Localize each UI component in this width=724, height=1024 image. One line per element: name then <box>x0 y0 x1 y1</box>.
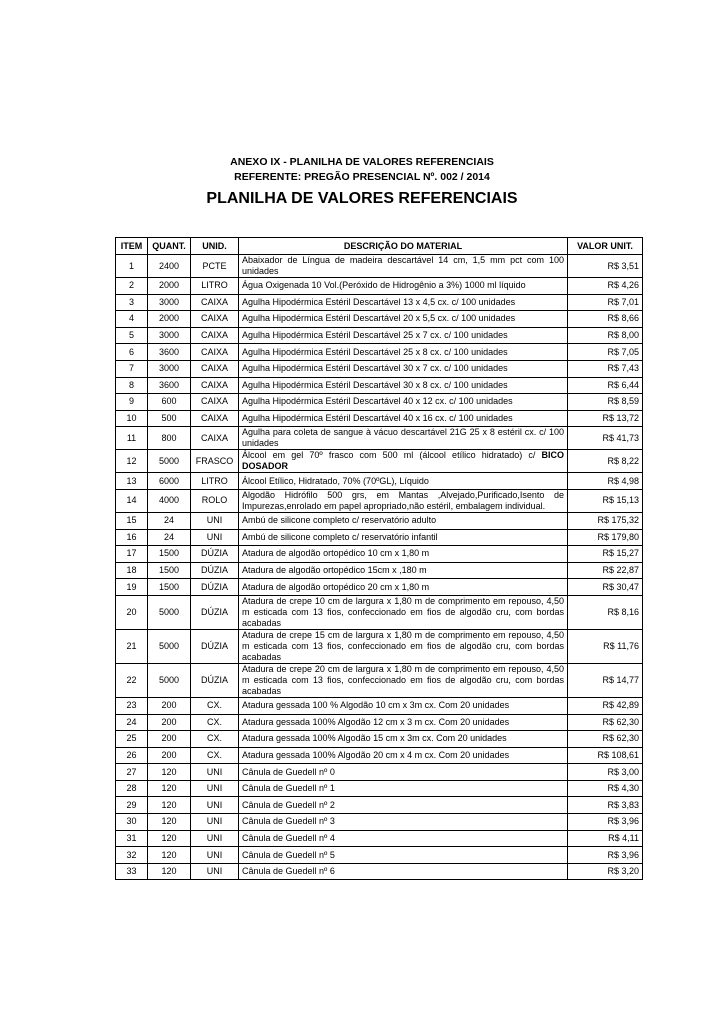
description-text: Agulha Hipodérmica Estéril Descartável 30 x 8 cx. c/ 100 unidades <box>242 379 508 390</box>
reference-line: REFERENTE: PREGÃO PRESENCIAL Nº. 002 / 2014 <box>234 171 490 183</box>
quantity-cell: 3600 <box>148 344 191 361</box>
unit-cell: CX. <box>191 714 239 731</box>
item-number-cell: 22 <box>116 663 148 697</box>
table-row <box>116 294 643 311</box>
description-cell <box>239 489 568 512</box>
reference-values-table <box>115 237 643 880</box>
unit-cell: ROLO <box>191 489 239 512</box>
unit-value-cell: R$ 3,83 <box>568 797 643 814</box>
item-number-cell: 17 <box>116 546 148 563</box>
description-text: Cânula de Guedell nº 4 <box>242 832 335 843</box>
description-cell <box>239 863 568 880</box>
unit-cell: CAIXA <box>191 360 239 377</box>
description-bold-text: BICO DOSADOR <box>242 450 564 472</box>
table-row <box>116 410 643 427</box>
description-cell <box>239 311 568 328</box>
description-text: Agulha para coleta de sangue à vácuo descartável 21G 25 x 8 estéril cx. c/ 100 unidades <box>242 427 564 449</box>
unit-value-cell: R$ 3,20 <box>568 863 643 880</box>
item-number-cell: 16 <box>116 529 148 546</box>
table-row <box>116 278 643 295</box>
unit-value-cell: R$ 13,72 <box>568 410 643 427</box>
description-text: Agulha Hipodérmica Estéril Descartável 40 x 16 cx. c/ 100 unidades <box>242 413 513 424</box>
quantity-cell: 120 <box>148 830 191 847</box>
table-row <box>116 714 643 731</box>
table-row <box>116 327 643 344</box>
unit-value-cell: R$ 14,77 <box>568 663 643 697</box>
quantity-cell: 1500 <box>148 562 191 579</box>
unit-value-cell: R$ 4,26 <box>568 278 643 295</box>
table-body <box>116 255 643 880</box>
item-number-cell: 20 <box>116 595 148 629</box>
item-number-cell: 10 <box>116 410 148 427</box>
unit-value-cell: R$ 22,87 <box>568 562 643 579</box>
quantity-cell: 5000 <box>148 663 191 697</box>
unit-cell: CAIXA <box>191 311 239 328</box>
description-cell <box>239 427 568 450</box>
description-text: Atadura de algodão ortopédico 10 cm x 1,80 m <box>242 548 430 559</box>
description-cell <box>239 546 568 563</box>
quantity-cell: 2000 <box>148 311 191 328</box>
item-number-cell: 14 <box>116 489 148 512</box>
description-text: Atadura gessada 100% Algodão 12 cm x 3 m cx. Com 20 unidades <box>242 716 510 727</box>
item-number-cell: 29 <box>116 797 148 814</box>
quantity-cell: 5000 <box>148 595 191 629</box>
description-text: Álcool em gel 70º frasco com 500 ml (álcool etílico hidratado) c/ <box>242 450 542 461</box>
table-row <box>116 255 643 278</box>
item-number-cell: 18 <box>116 562 148 579</box>
unit-value-cell: R$ 8,00 <box>568 327 643 344</box>
table-row <box>116 747 643 764</box>
description-cell <box>239 410 568 427</box>
item-number-cell: 33 <box>116 863 148 880</box>
description-cell <box>239 562 568 579</box>
annex-title: ANEXO IX - PLANILHA DE VALORES REFERENCIAIS <box>230 156 494 168</box>
table-row <box>116 731 643 748</box>
description-cell <box>239 797 568 814</box>
description-cell <box>239 764 568 781</box>
description-text: Agulha Hipodérmica Estéril Descartável 20 x 5,5 cx. c/ 100 unidades <box>242 313 516 324</box>
description-text: Atadura de crepe 20 cm de largura x 1,80 m de comprimento em repouso, 4,50 m esticada com 13 fios, confeccionado em fios de algodão cru, com bordas acabadas <box>242 663 564 696</box>
quantity-cell: 120 <box>148 780 191 797</box>
item-number-cell: 19 <box>116 579 148 596</box>
description-text: Cânula de Guedell nº 5 <box>242 849 335 860</box>
unit-value-cell: R$ 3,96 <box>568 814 643 831</box>
unit-cell: DÚZIA <box>191 546 239 563</box>
unit-value-cell: R$ 7,43 <box>568 360 643 377</box>
table-row <box>116 394 643 411</box>
column-header-description: DESCRIÇÃO DO MATERIAL <box>239 238 568 255</box>
unit-value-cell: R$ 62,30 <box>568 714 643 731</box>
description-cell <box>239 847 568 864</box>
quantity-cell: 120 <box>148 797 191 814</box>
description-cell <box>239 377 568 394</box>
unit-value-cell: R$ 8,16 <box>568 595 643 629</box>
description-cell <box>239 529 568 546</box>
item-number-cell: 28 <box>116 780 148 797</box>
unit-cell: DÚZIA <box>191 629 239 663</box>
item-number-cell: 9 <box>116 394 148 411</box>
description-text: Atadura gessada 100 % Algodão 10 cm x 3m cx. Com 20 unidades <box>242 700 510 711</box>
item-number-cell: 25 <box>116 731 148 748</box>
item-number-cell: 8 <box>116 377 148 394</box>
description-text: Atadura de crepe 15 cm de largura x 1,80 m de comprimento em repouso, 4,50 m esticada com 13 fios, confeccionado em fios de algodão cru, com bordas acabadas <box>242 629 564 662</box>
table-row <box>116 629 643 663</box>
table-row <box>116 830 643 847</box>
table-row <box>116 764 643 781</box>
description-text: Cânula de Guedell nº 2 <box>242 799 335 810</box>
quantity-cell: 500 <box>148 410 191 427</box>
item-number-cell: 15 <box>116 512 148 529</box>
unit-cell: UNI <box>191 814 239 831</box>
column-header-unit: UNID. <box>191 238 239 255</box>
unit-cell: UNI <box>191 847 239 864</box>
description-cell <box>239 327 568 344</box>
quantity-cell: 120 <box>148 847 191 864</box>
description-cell <box>239 731 568 748</box>
unit-cell: FRASCO <box>191 450 239 473</box>
unit-value-cell: R$ 6,44 <box>568 377 643 394</box>
item-number-cell: 27 <box>116 764 148 781</box>
description-text: Agulha Hipodérmica Estéril Descartável 30 x 7 cx. c/ 100 unidades <box>242 363 508 374</box>
table-row <box>116 579 643 596</box>
unit-cell: CX. <box>191 697 239 714</box>
unit-cell: CAIXA <box>191 427 239 450</box>
quantity-cell: 600 <box>148 394 191 411</box>
item-number-cell: 21 <box>116 629 148 663</box>
table-row <box>116 450 643 473</box>
quantity-cell: 5000 <box>148 629 191 663</box>
unit-cell: UNI <box>191 863 239 880</box>
unit-cell: LITRO <box>191 278 239 295</box>
table-row <box>116 473 643 490</box>
unit-value-cell: R$ 41,73 <box>568 427 643 450</box>
table-row <box>116 427 643 450</box>
description-text: Cânula de Guedell nº 1 <box>242 783 335 794</box>
unit-value-cell: R$ 11,76 <box>568 629 643 663</box>
description-cell <box>239 714 568 731</box>
unit-cell: UNI <box>191 830 239 847</box>
description-text: Algodão Hidrófilo 500 grs, em Mantas ,Alvejado,Purificado,Isento de Impurezas,enrolado em papel apropriado,não estéril, embalagem individual. <box>242 489 564 511</box>
item-number-cell: 30 <box>116 814 148 831</box>
description-text: Ambú de silicone completo c/ reservatório adulto <box>242 515 437 526</box>
description-cell <box>239 579 568 596</box>
table-row <box>116 311 643 328</box>
description-text: Atadura de crepe 10 cm de largura x 1,80 m de comprimento em repouso, 4,50 m esticada com 13 fios, confeccionado em fios de algodão cru, com bordas acabadas <box>242 595 564 628</box>
quantity-cell: 200 <box>148 697 191 714</box>
unit-value-cell: R$ 62,30 <box>568 731 643 748</box>
item-number-cell: 11 <box>116 427 148 450</box>
unit-value-cell: R$ 15,13 <box>568 489 643 512</box>
description-cell <box>239 663 568 697</box>
description-cell <box>239 450 568 473</box>
description-text: Atadura gessada 100% Algodão 20 cm x 4 m cx. Com 20 unidades <box>242 749 510 760</box>
description-text: Atadura gessada 100% Algodão 15 cm x 3m cx. Com 20 unidades <box>242 733 507 744</box>
unit-cell: UNI <box>191 797 239 814</box>
unit-cell: UNI <box>191 764 239 781</box>
unit-cell: PCTE <box>191 255 239 278</box>
unit-value-cell: R$ 8,66 <box>568 311 643 328</box>
table-row <box>116 529 643 546</box>
unit-cell: CAIXA <box>191 394 239 411</box>
description-cell <box>239 595 568 629</box>
description-cell <box>239 780 568 797</box>
unit-cell: UNI <box>191 529 239 546</box>
item-number-cell: 5 <box>116 327 148 344</box>
quantity-cell: 800 <box>148 427 191 450</box>
unit-cell: DÚZIA <box>191 595 239 629</box>
unit-value-cell: R$ 7,05 <box>568 344 643 361</box>
table-row <box>116 863 643 880</box>
quantity-cell: 2400 <box>148 255 191 278</box>
table-row <box>116 489 643 512</box>
description-cell <box>239 360 568 377</box>
quantity-cell: 4000 <box>148 489 191 512</box>
description-text: Cânula de Guedell nº 0 <box>242 766 335 777</box>
description-text: Agulha Hipodérmica Estéril Descartável 25 x 8 cx. c/ 100 unidades <box>242 346 508 357</box>
item-number-cell: 12 <box>116 450 148 473</box>
table-row <box>116 847 643 864</box>
page-title: PLANILHA DE VALORES REFERENCIAIS <box>206 190 518 207</box>
item-number-cell: 26 <box>116 747 148 764</box>
table-row <box>116 360 643 377</box>
unit-cell: CAIXA <box>191 294 239 311</box>
item-number-cell: 13 <box>116 473 148 490</box>
unit-cell: CAIXA <box>191 344 239 361</box>
quantity-cell: 3000 <box>148 360 191 377</box>
description-text: Cânula de Guedell nº 6 <box>242 866 335 877</box>
description-cell <box>239 473 568 490</box>
unit-value-cell: R$ 42,89 <box>568 697 643 714</box>
description-text: Cânula de Guedell nº 3 <box>242 816 335 827</box>
unit-value-cell: R$ 15,27 <box>568 546 643 563</box>
description-text: Agulha Hipodérmica Estéril Descartável 40 x 12 cx. c/ 100 unidades <box>242 396 513 407</box>
unit-cell: DÚZIA <box>191 663 239 697</box>
quantity-cell: 200 <box>148 747 191 764</box>
item-number-cell: 6 <box>116 344 148 361</box>
quantity-cell: 200 <box>148 714 191 731</box>
column-header-item: ITEM <box>116 238 148 255</box>
description-text: Atadura de algodão ortopédico 15cm x ,180 m <box>242 565 427 576</box>
quantity-cell: 120 <box>148 764 191 781</box>
unit-value-cell: R$ 7,01 <box>568 294 643 311</box>
unit-cell: CX. <box>191 747 239 764</box>
unit-cell: CAIXA <box>191 410 239 427</box>
item-number-cell: 1 <box>116 255 148 278</box>
unit-value-cell: R$ 179,80 <box>568 529 643 546</box>
description-text: Abaixador de Língua de madeira descartável 14 cm, 1,5 mm pct com 100 unidades <box>242 255 564 276</box>
table-row <box>116 797 643 814</box>
description-cell <box>239 278 568 295</box>
unit-cell: CX. <box>191 731 239 748</box>
table-row <box>116 546 643 563</box>
description-text: Agulha Hipodérmica Estéril Descartável 25 x 7 cx. c/ 100 unidades <box>242 330 508 341</box>
quantity-cell: 1500 <box>148 546 191 563</box>
item-number-cell: 31 <box>116 830 148 847</box>
quantity-cell: 6000 <box>148 473 191 490</box>
description-text: Álcool Etílico, Hidratado, 70% (70ºGL), Líquido <box>242 475 429 486</box>
unit-value-cell: R$ 4,30 <box>568 780 643 797</box>
description-cell <box>239 512 568 529</box>
unit-value-cell: R$ 3,51 <box>568 255 643 278</box>
item-number-cell: 7 <box>116 360 148 377</box>
unit-cell: UNI <box>191 780 239 797</box>
item-number-cell: 3 <box>116 294 148 311</box>
unit-cell: CAIXA <box>191 377 239 394</box>
unit-value-cell: R$ 3,00 <box>568 764 643 781</box>
description-text: Ambú de silicone completo c/ reservatório infantil <box>242 531 438 542</box>
item-number-cell: 24 <box>116 714 148 731</box>
description-text: Atadura de algodão ortopédico 20 cm x 1,80 m <box>242 581 430 592</box>
quantity-cell: 5000 <box>148 450 191 473</box>
unit-cell: CAIXA <box>191 327 239 344</box>
table-row <box>116 562 643 579</box>
quantity-cell: 24 <box>148 529 191 546</box>
unit-value-cell: R$ 108,61 <box>568 747 643 764</box>
table-row <box>116 512 643 529</box>
table-row <box>116 377 643 394</box>
quantity-cell: 1500 <box>148 579 191 596</box>
document-header <box>0 155 724 210</box>
unit-cell: DÚZIA <box>191 579 239 596</box>
unit-value-cell: R$ 4,98 <box>568 473 643 490</box>
quantity-cell: 3600 <box>148 377 191 394</box>
quantity-cell: 120 <box>148 863 191 880</box>
unit-cell: DÚZIA <box>191 562 239 579</box>
quantity-cell: 24 <box>148 512 191 529</box>
description-cell <box>239 629 568 663</box>
table-row <box>116 780 643 797</box>
table-row <box>116 595 643 629</box>
table-row <box>116 663 643 697</box>
unit-value-cell: R$ 4,11 <box>568 830 643 847</box>
description-text: Agulha Hipodérmica Estéril Descartável 13 x 4,5 cx. c/ 100 unidades <box>242 296 516 307</box>
description-cell <box>239 294 568 311</box>
description-text: Água Oxigenada 10 Vol.(Peróxido de Hidrogênio a 3%) 1000 ml líquido <box>242 280 526 291</box>
item-number-cell: 32 <box>116 847 148 864</box>
quantity-cell: 2000 <box>148 278 191 295</box>
table-row <box>116 697 643 714</box>
quantity-cell: 120 <box>148 814 191 831</box>
quantity-cell: 200 <box>148 731 191 748</box>
table-header-row <box>116 238 643 255</box>
item-number-cell: 4 <box>116 311 148 328</box>
description-cell <box>239 814 568 831</box>
description-cell <box>239 830 568 847</box>
unit-value-cell: R$ 175,32 <box>568 512 643 529</box>
item-number-cell: 2 <box>116 278 148 295</box>
unit-cell: UNI <box>191 512 239 529</box>
unit-value-cell: R$ 8,22 <box>568 450 643 473</box>
item-number-cell: 23 <box>116 697 148 714</box>
unit-value-cell: R$ 8,59 <box>568 394 643 411</box>
description-cell <box>239 255 568 278</box>
table-row <box>116 814 643 831</box>
description-cell <box>239 344 568 361</box>
quantity-cell: 3000 <box>148 294 191 311</box>
column-header-unit-value: VALOR UNIT. <box>568 238 643 255</box>
quantity-cell: 3000 <box>148 327 191 344</box>
table-row <box>116 344 643 361</box>
column-header-quantity: QUANT. <box>148 238 191 255</box>
description-cell <box>239 394 568 411</box>
description-cell <box>239 747 568 764</box>
unit-value-cell: R$ 30,47 <box>568 579 643 596</box>
unit-value-cell: R$ 3,96 <box>568 847 643 864</box>
description-cell <box>239 697 568 714</box>
unit-cell: LITRO <box>191 473 239 490</box>
